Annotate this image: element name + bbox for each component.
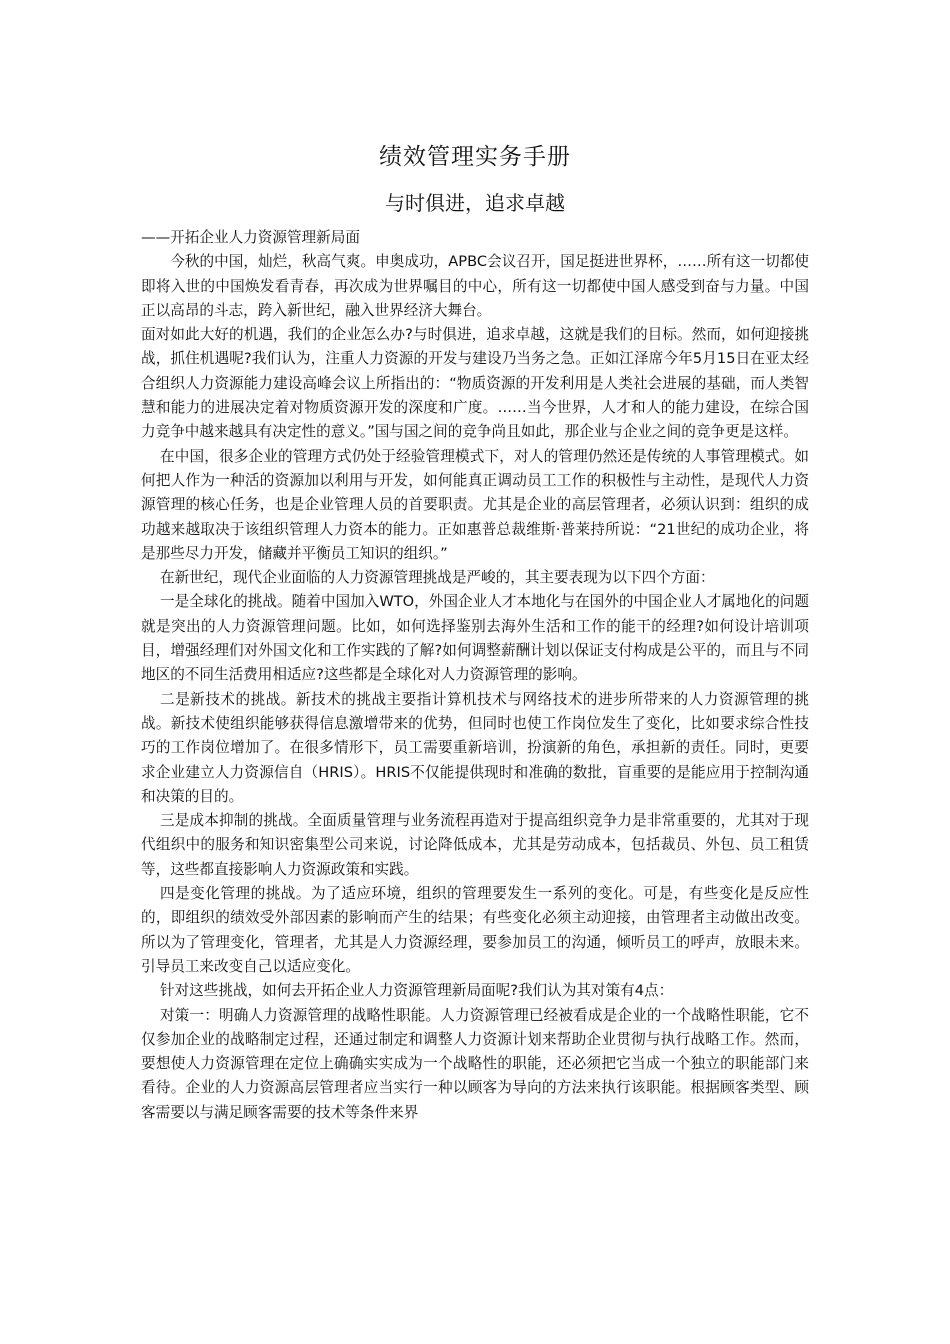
paragraph: 针对这些挑战，如何去开拓企业人力资源管理新局面呢?我们认为其对策有4点： — [159, 982, 674, 1000]
paragraph: 在新世纪，现代企业面临的人力资源管理挑战是严峻的，其主要表现为以下四个方面： — [159, 569, 715, 587]
paragraph: 一是全球化的挑战。随着中国加入WTO，外国企业人才本地化与在国外的中国企业人才属地化的问题就是突出的人力资源管理问题。比如，如何选择鉴别去海外生活和工作的能干的经理?如何设计培训项目，增强经理们对外国文化和工作实践的了解?如何调整薪酬计划以保证支付构成是公平的，而且与不同地区的不同生活费用相适应?这些都是全球化对人力资源管理的影响。 — [141, 593, 809, 684]
paragraph: 面对如此大好的机遇，我们的企业怎么办?与时俱进，追求卓越，这就是我们的目标。然而，如何迎接挑战，抓住机遇呢?我们认为，注重人力资源的开发与建设乃当务之急。正如江泽席今年5月15日在亚太经合组织人力资源能力建设高峰会议上所指出的：“物质资源的开发利用是人类社会进展的基础，而人类智慧和能力的进展决定着对物质资源开发的深度和广度。……当今世界，人才和人的能力建设，在综合国力竞争中越来越具有决定性的意义。”国与国之间的竞争尚且如此，那企业与企业之间的竞争更是这样。 — [141, 326, 809, 441]
lead-line: ——开拓企业人力资源管理新局面 — [141, 229, 360, 246]
paragraph: 今秋的中国，灿烂，秋高气爽。申奥成功，APBC会议召开，国足挺进世界杯，……所有这一切都使即将入世的中国焕发看青春，再次成为世界嘱目的中心，所有这一切都使中国人感受到奋与力量。中国正以高昂的斗志，跨入新世纪，融入世界经济大舞台。 — [141, 253, 809, 319]
document-body — [141, 226, 809, 1125]
document-subtitle: 与时俱进，追求卓越 — [385, 191, 565, 215]
paragraph: 四是变化管理的挑战。为了适应环境，组织的管理要发生一系列的变化。可是，有些变化是反应性的，即组织的绩效受外部因素的影响而产生的结果；有些变化必须主动迎接，由管理者主动做出改变。所以为了管理变化，管理者，尤其是人力资源经理，要参加员工的沟通，倾听员工的呼声，放眼未来。引导员工来改变自己以适应变化。 — [141, 885, 809, 975]
paragraph: 二是新技术的挑战。新技术的挑战主要指计算机技术与网络技术的进步所带来的人力资源管理的挑战。新技术使组织能够获得信息激增带来的优势，但同时也使工作岗位发生了变化，比如要求综合性技巧的工作岗位增加了。在很多情形下，员工需要重新培训，扮演新的角色，承担新的责任。同时，更要求企业建立人力资源信自（HRIS）。HRIS不仅能提供现时和准确的数批，盲重要的是能应用于控制沟通和决策的目的。 — [141, 690, 809, 805]
paragraph: 对策一：明确人力资源管理的战略性职能。人力资源管理已经被看成是企业的一个战略性职能，它不仅参加企业的战略制定过程，还通过制定和调整人力资源计划来帮助企业贯彻与执行战略工作。然而，要想使人力资源管理在定位上确确实实成为一个战略性的职能，还必须把它当成一个独立的职能部门来看待。企业的人力资源高层管理者应当实行一种以顾客为导向的方法来执行该职能。根据顾客类型、顾客需要以与满足顾客需要的技术等条件来界 — [141, 1006, 809, 1121]
paragraph: 三是成本抑制的挑战。全面质量管理与业务流程再造对于提高组织竞争力是非常重要的，尤其对于现代组织中的服务和知识密集型公司来说，讨论降低成本，尤其是劳动成本，包括裁员、外包、员工租赁等，这些都直接影响人力资源政策和实践。 — [141, 812, 809, 878]
document-title: 绩效管理实务手册 — [379, 144, 571, 170]
paragraph: 在中国，很多企业的管理方式仍处于经验管理模式下，对人的管理仍然还是传统的人事管理模式。如何把人作为一种活的资源加以利用与开发，如何能真正调动员工工作的积极性与主动性，是现代人力资源管理的核心任务，也是企业管理人员的首要职责。尤其是企业的高层管理者，必须认识到：组织的成功越来越取决于该组织管理人力资本的能力。正如惠普总裁维斯·普莱持所说：“21世纪的成功企业，将是那些尽力开发，储藏并平衡员工知识的组织。” — [141, 447, 809, 562]
